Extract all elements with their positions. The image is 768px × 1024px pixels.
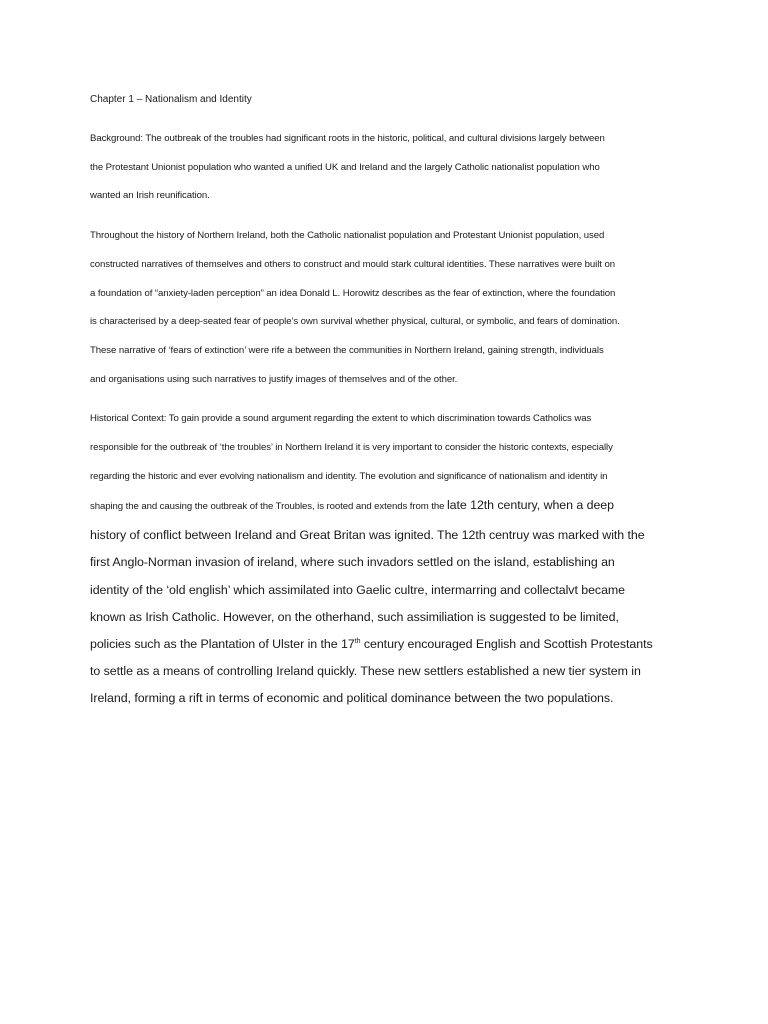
historical-mixed-large-text: late 12th century, when a deep [446, 498, 614, 513]
background-line: wanted an Irish reunification. [90, 190, 210, 202]
narratives-line: Throughout the history of Northern Ireland, both the Catholic nationalist population and Protestant Unionist population, used [90, 230, 605, 242]
ordinal-superscript: th [354, 637, 361, 645]
ulster-line-after: century encouraged English and Scottish Protestants [360, 636, 653, 651]
narratives-paragraph [90, 222, 688, 394]
historical-mixed-line [90, 491, 688, 522]
narratives-line: a foundation of “anxiety-laden perception” an idea Donald L. Horowitz describes as the fear of extinction, where the foundation [90, 287, 616, 299]
historical-final-line: Ireland, forming a rift in terms of economic and political dominance between the two populations. [90, 691, 614, 706]
historical-mixed-small-text: shaping the and causing the outbreak of the Troubles, is rooted and extends from the [90, 501, 447, 513]
chapter-title: Chapter 1 – Nationalism and Identity [90, 94, 252, 105]
narratives-line: constructed narratives of themselves and others to construct and mould stark cultural identities. These narratives were built on [90, 258, 615, 270]
background-line: Background: The outbreak of the troubles had significant roots in the historic, political, and cultural divisions largely between [90, 133, 605, 144]
ulster-line-before: policies such as the Plantation of Ulster in the 17 [90, 636, 355, 651]
historical-large-line: first Anglo-Norman invasion of ireland, where such invadors settled on the island, establishing an [90, 555, 615, 570]
historical-line: responsible for the outbreak of ‘the troubles’ in Northern Ireland it is very important to consider the historic contexts, especially [90, 442, 613, 454]
document-body [90, 92, 688, 724]
historical-line: regarding the historic and ever evolving nationalism and identity. The evolution and significance of nationalism and identity in [90, 470, 608, 482]
historical-final-line: to settle as a means of controlling Ireland quickly. These new settlers established a new tier system in [90, 664, 641, 679]
background-paragraph [90, 125, 688, 211]
historical-large-line: history of conflict between Ireland and Great Britan was ignited. The 12th centruy was marked with the [90, 528, 645, 543]
historical-large-line: identity of the ‘old english’ which assimilated into Gaelic cultre, intermarring and collectalvt became [90, 582, 626, 597]
historical-line: Historical Context: To gain provide a sound argument regarding the extent to which discrimination towards Catholics was [90, 413, 592, 425]
narratives-line: These narrative of ‘fears of extinction’ were rife a between the communities in Northern Ireland, gaining strength, individuals [90, 344, 604, 356]
background-line: the Protestant Unionist population who wanted a unified UK and Ireland and the largely Catholic nationalist population who [90, 161, 600, 173]
narratives-line: is characterised by a deep-seated fear of people’s own survival whether physical, cultural, or symbolic, and fears of domination. [90, 316, 620, 328]
narratives-line: and organisations using such narratives to justify images of themselves and of the other. [90, 373, 458, 385]
ulster-line [90, 631, 688, 658]
historical-large-line: known as Irish Catholic. However, on the otherhand, such assimiliation is suggested to be limited, [90, 609, 619, 624]
historical-context-paragraph [90, 405, 688, 712]
